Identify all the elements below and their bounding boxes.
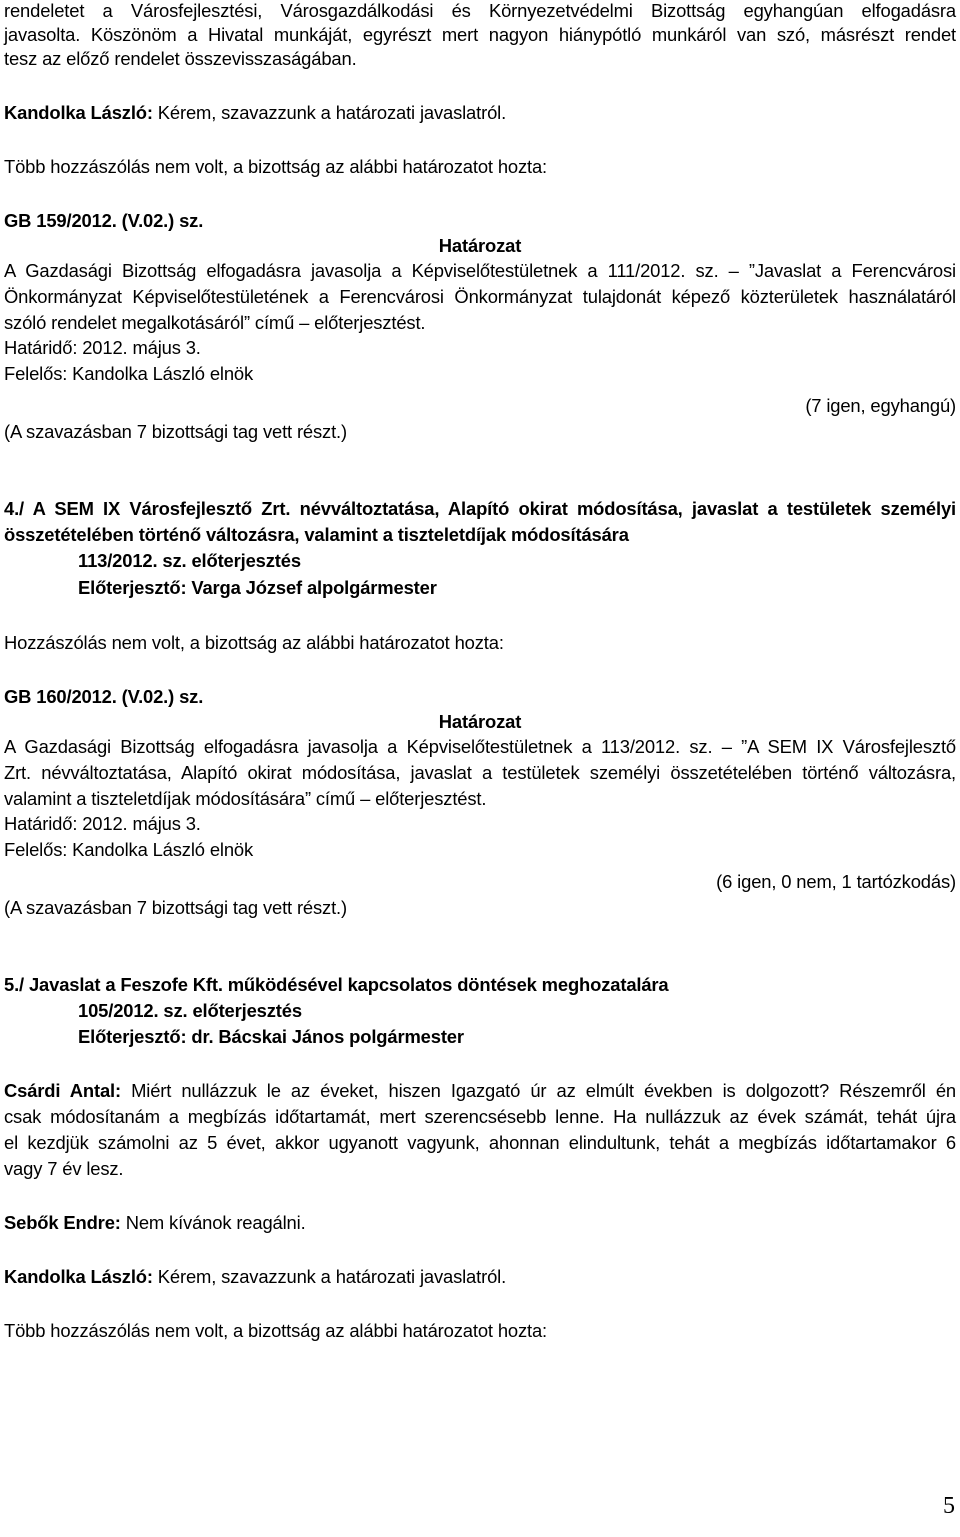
deadline: Határidő: 2012. május 3.	[4, 813, 201, 834]
no-comment-line: Több hozzászólás nem volt, a bizottság az alábbi határozatot hozta:	[4, 1320, 548, 1341]
vote-participation: (A szavazásban 7 bizottsági tag vett részt.)	[4, 421, 347, 442]
page-number: 5	[943, 1493, 955, 1519]
resolution-line: A Gazdasági Bizottság elfogadásra javasolja a Képviselőtestületnek a 113/2012. sz. – ”A SEM IX Városfejlesztő	[4, 736, 956, 757]
intro-line: rendeletet a Városfejlesztési, Városgazdálkodási és Környezetvédelmi Bizottság egyhangúan elfogadásra	[4, 0, 956, 21]
speaker-paragraph	[4, 100, 956, 126]
agenda-item-title: összetételében történő változásra, valamint a tiszteletdíjak módosítására	[4, 524, 629, 545]
resolution-heading: Határozat	[438, 711, 522, 732]
agenda-item-presenter: Előterjesztő: Varga József alpolgármester	[78, 577, 437, 598]
agenda-item-title: 5./ Javaslat a Feszofe Kft. működésével kapcsolatos döntések meghozatalára	[4, 974, 669, 995]
resolution-line: A Gazdasági Bizottság elfogadásra javasolja a Képviselőtestületnek a 111/2012. sz. – ”Javaslat a Ferencvárosi	[4, 260, 956, 281]
speaker-text: Nem kívánok reagálni.	[120, 1212, 306, 1233]
speaker-line: csak módosítanám a megbízás időtartamát, mert szerencsésebb lenne. Ha nullázzuk az évek számát, tehát újra	[4, 1106, 956, 1127]
resolution-heading: Határozat	[438, 235, 522, 256]
resolution-line: Önkormányzat Képviselőtestületének a Ferencvárosi Önkormányzat tulajdonát képező közterületek használatáról	[4, 286, 956, 307]
deadline: Határidő: 2012. május 3.	[4, 337, 201, 358]
responsible: Felelős: Kandolka László elnök	[4, 839, 254, 860]
agenda-item-number: 113/2012. sz. előterjesztés	[78, 550, 301, 571]
speaker-text: Kérem, szavazzunk a határozati javaslatról.	[152, 1266, 507, 1287]
speaker-line: vagy 7 év lesz.	[4, 1158, 124, 1179]
no-comment-line: Hozzászólás nem volt, a bizottság az alábbi határozatot hozta:	[4, 632, 504, 653]
vote-result: (6 igen, 0 nem, 1 tartózkodás)	[716, 871, 956, 892]
agenda-item-presenter: Előterjesztő: dr. Bácskai János polgármester	[78, 1026, 464, 1047]
agenda-item-number: 105/2012. sz. előterjesztés	[78, 1000, 302, 1021]
speaker-name: Kandolka László:	[4, 102, 153, 123]
vote-participation: (A szavazásban 7 bizottsági tag vett részt.)	[4, 897, 347, 918]
speaker-paragraph	[4, 1210, 956, 1236]
resolution-line: szóló rendelet megalkotásáról” című – előterjesztést.	[4, 312, 426, 333]
intro-line: tesz az előző rendelet összevisszaságában.	[4, 48, 357, 69]
speaker-name: Sebők Endre:	[4, 1212, 121, 1233]
resolution-line: valamint a tiszteletdíjak módosítására” című – előterjesztést.	[4, 788, 487, 809]
speaker-text: Miért nullázzuk le az éveket, hiszen Igazgató úr az elmúlt években is dolgozott? Részemről én	[120, 1080, 956, 1101]
agenda-item-title: 4./ A SEM IX Városfejlesztő Zrt. névváltoztatása, Alapító okirat módosítása, javaslat a testületek személyi	[4, 498, 956, 519]
speaker-paragraph	[4, 1078, 956, 1104]
intro-line: javasolta. Köszönöm a Hivatal munkáját, egyrészt mert nagyon hiánypótló munkáról van szó, másrészt rendet	[4, 24, 956, 45]
vote-result: (7 igen, egyhangú)	[805, 395, 956, 416]
no-comment-line: Több hozzászólás nem volt, a bizottság az alábbi határozatot hozta:	[4, 156, 548, 177]
resolution-number: GB 159/2012. (V.02.) sz.	[4, 210, 204, 231]
speaker-line: el kezdjük számolni az 5 évet, akkor ugyanott vagyunk, ahonnan elindultunk, tehát a megbízás időtartamakor 6	[4, 1132, 956, 1153]
responsible: Felelős: Kandolka László elnök	[4, 363, 254, 384]
speaker-text: Kérem, szavazzunk a határozati javaslatról.	[152, 102, 507, 123]
resolution-number: GB 160/2012. (V.02.) sz.	[4, 686, 204, 707]
speaker-name: Kandolka László:	[4, 1266, 153, 1287]
speaker-paragraph	[4, 1264, 956, 1290]
speaker-name: Csárdi Antal:	[4, 1080, 121, 1101]
resolution-line: Zrt. névváltoztatása, Alapító okirat módosítása, javaslat a testületek személyi összetételében történő változásra,	[4, 762, 956, 783]
